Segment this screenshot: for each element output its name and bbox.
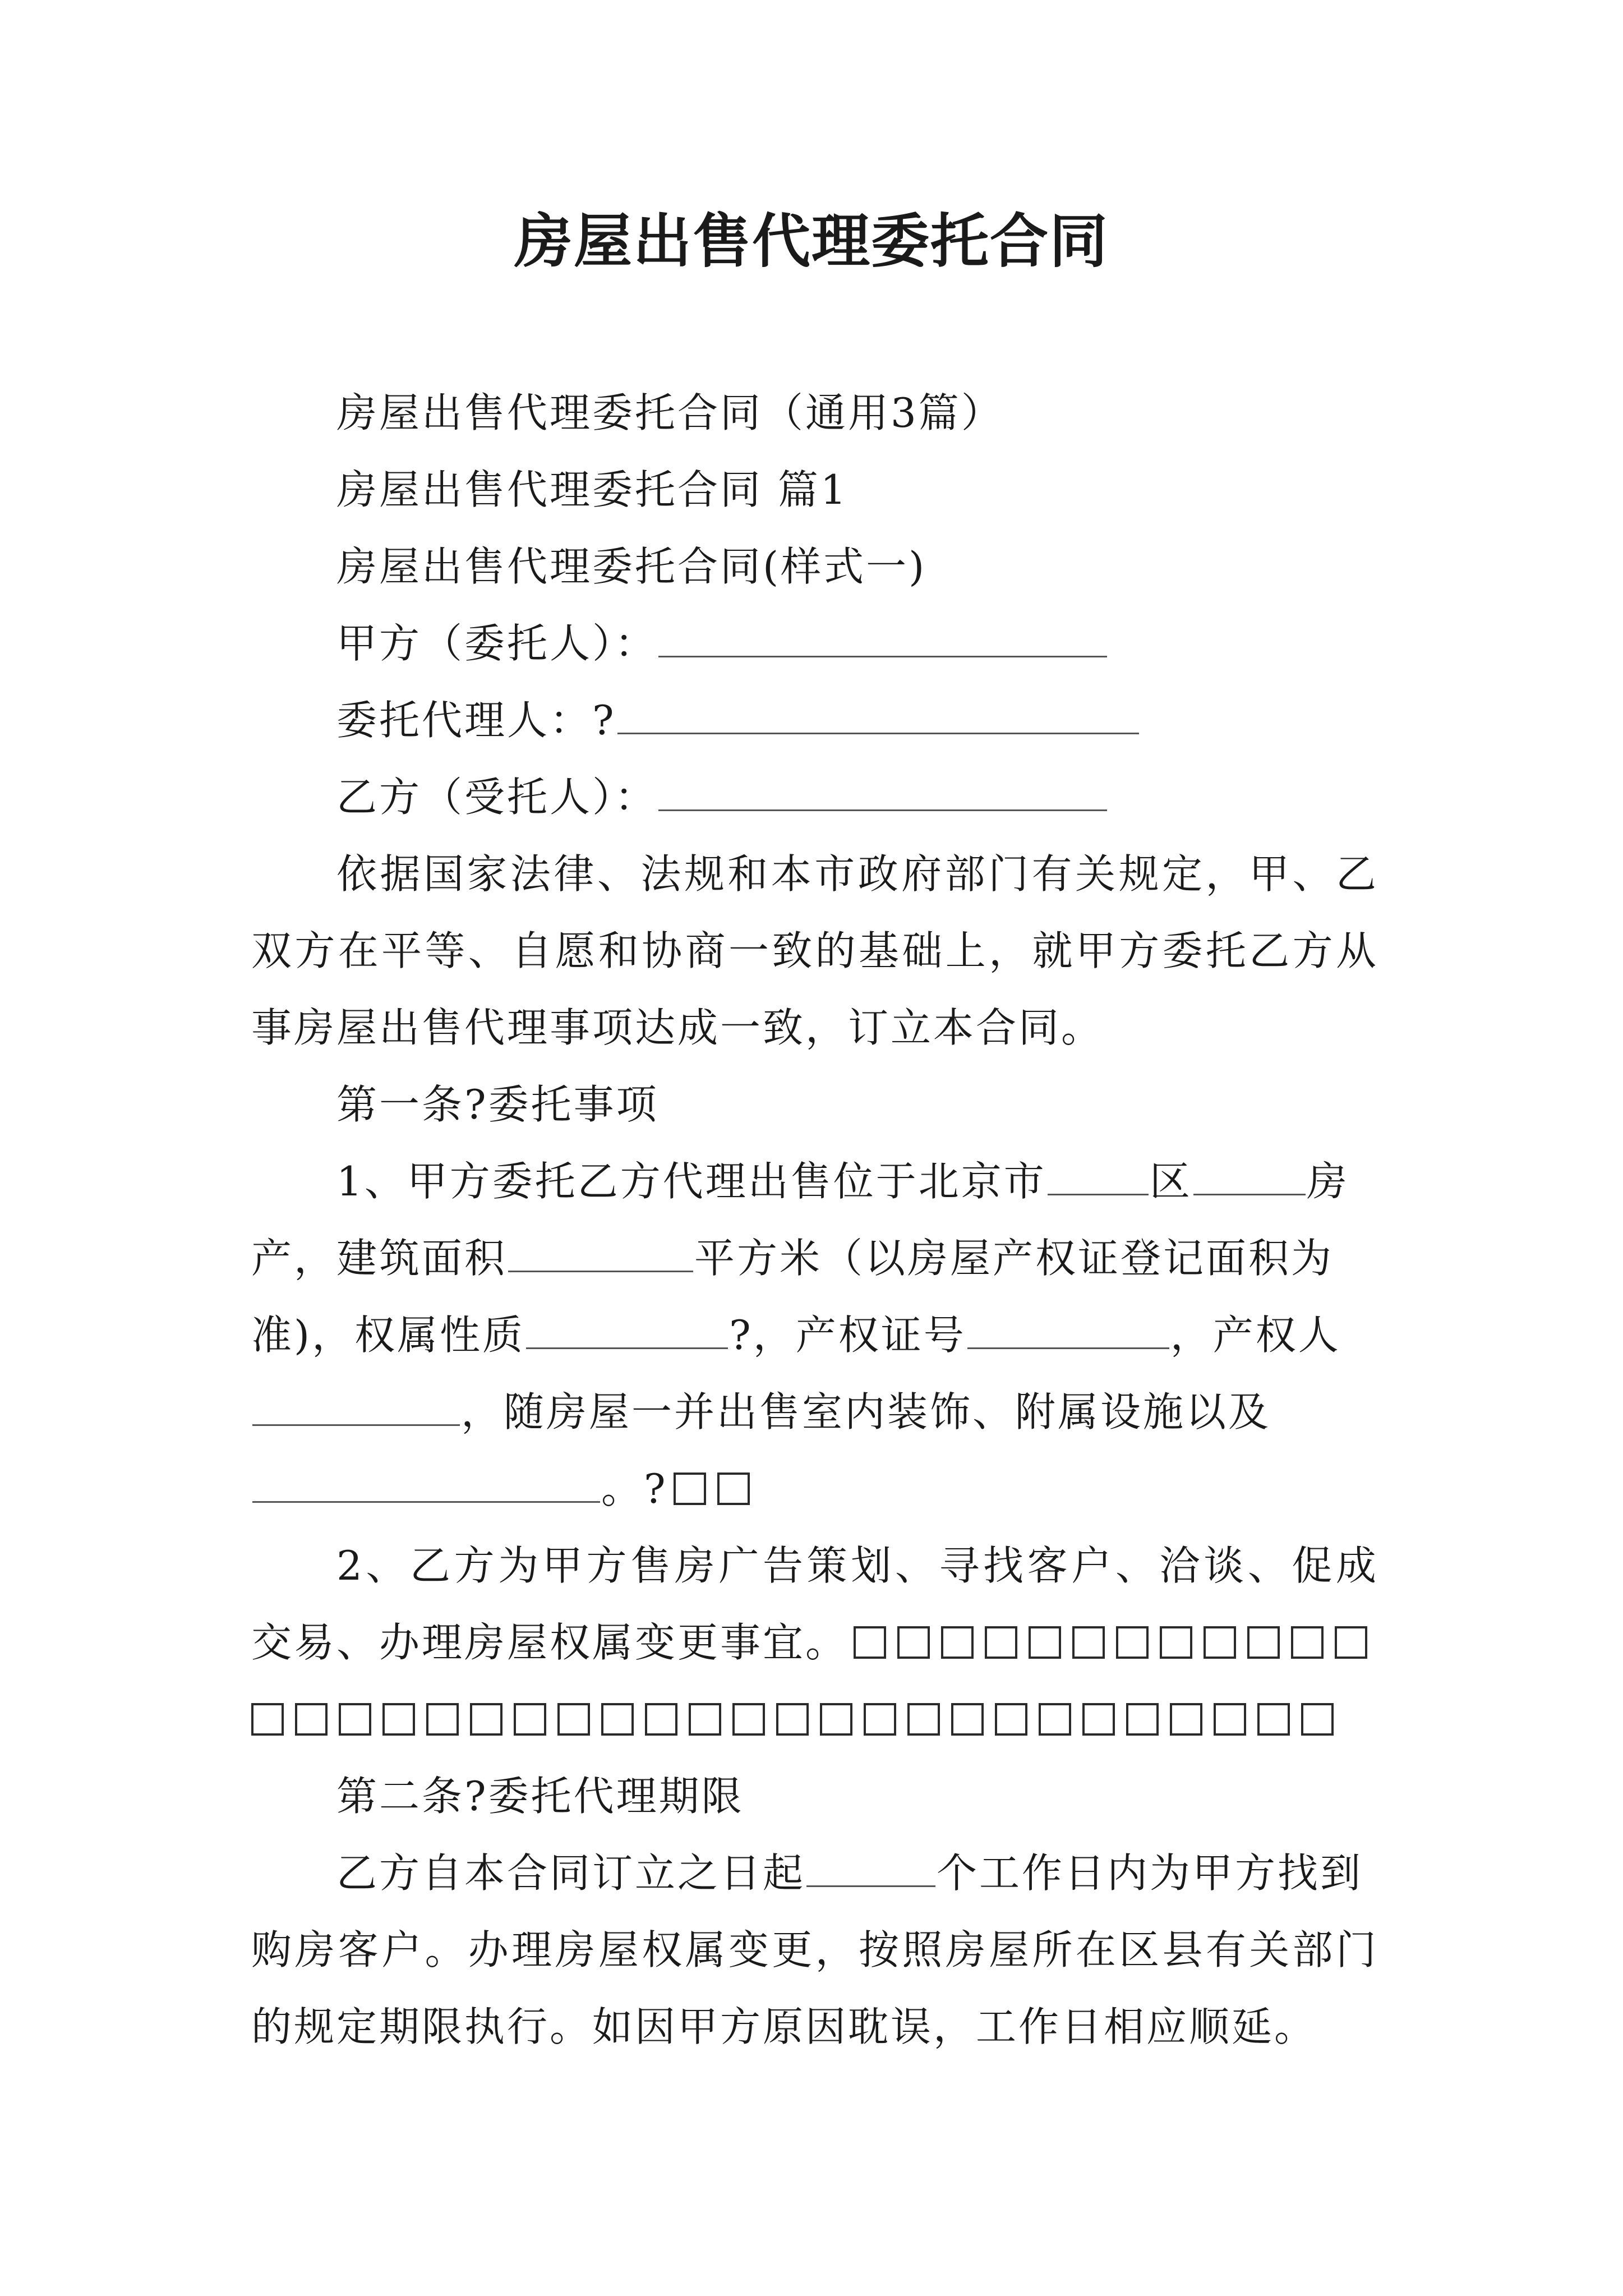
party-a-blank <box>658 619 1107 657</box>
item-1-line-4 <box>251 1374 1378 1451</box>
ownership-type-blank <box>526 1310 728 1349</box>
placeholder-box <box>251 1703 284 1736</box>
item-2-line-2 <box>251 1604 1378 1681</box>
term-text-a: 乙方自本合同订立之日起 <box>336 1849 806 1897</box>
heading-general: 房屋出售代理委托合同（通用3篇） <box>336 389 1004 436</box>
item-1-text-b: 区 <box>1149 1158 1192 1205</box>
party-b-blank <box>658 772 1107 811</box>
owner-blank <box>252 1387 460 1426</box>
item-1-text-c: 房 <box>1306 1158 1349 1205</box>
placeholder-box <box>1301 1703 1334 1736</box>
placeholder-box <box>732 1703 765 1736</box>
item-1-line-1 <box>251 1143 1378 1220</box>
article-2-heading: 第二条?委托代理期限 <box>336 1773 744 1820</box>
item-1-text-a: 1、甲方委托乙方代理出售位于北京市 <box>336 1158 1046 1205</box>
placeholder-box <box>1247 1626 1280 1659</box>
agent-line <box>251 682 1378 759</box>
item-1-text-d: 产，建筑面积 <box>251 1235 508 1282</box>
placeholder-box <box>985 1626 1017 1659</box>
placeholder-box <box>1072 1626 1105 1659</box>
item-1-line-5 <box>251 1451 1378 1527</box>
item-1-text-e: 平方米（以房屋产权证登记面积为 <box>694 1235 1334 1282</box>
placeholder-box <box>1126 1703 1159 1736</box>
item-1-text-h: ，产权人 <box>1170 1312 1341 1359</box>
agent-blank <box>617 696 1139 734</box>
placeholder-box <box>907 1703 940 1736</box>
placeholder-boxes-3 <box>251 1696 1339 1743</box>
document-body <box>251 375 1378 2065</box>
placeholder-box <box>1039 1703 1071 1736</box>
heading-part-1: 房屋出售代理委托合同 篇1 <box>336 466 849 513</box>
placeholder-box <box>1082 1703 1115 1736</box>
placeholder-box <box>470 1703 502 1736</box>
item-2-text-b: 交易、办理房屋权属变更事宜。 <box>251 1619 849 1666</box>
placeholder-box <box>1116 1626 1149 1659</box>
placeholder-box <box>557 1703 590 1736</box>
placeholder-box <box>1029 1626 1061 1659</box>
preamble-line-1: 依据国家法律、法规和本市政府部门有关规定，甲、乙 <box>336 850 1378 898</box>
party-a-line <box>251 605 1378 682</box>
placeholder-box <box>717 1473 750 1505</box>
preamble-line-2: 双方在平等、自愿和协商一致的基础上，就甲方委托乙方从 <box>251 927 1378 974</box>
preamble-line-3: 事房屋出售代理事项达成一致，订立本合同。 <box>251 1004 1104 1051</box>
item-1-text-g: ?，产权证号 <box>729 1312 966 1359</box>
article-1-heading: 第一条?委托事项 <box>336 1081 659 1128</box>
placeholder-box <box>689 1703 721 1736</box>
placeholder-box <box>339 1703 371 1736</box>
placeholder-box <box>1335 1626 1367 1659</box>
item-1-text-i: ，随房屋一并出售室内装饰、附属设施以及 <box>461 1388 1271 1435</box>
placeholder-box <box>864 1703 896 1736</box>
term-line-3: 的规定期限执行。如因甲方原因耽误，工作日相应顺延。 <box>251 2003 1317 2050</box>
placeholder-box <box>1214 1703 1246 1736</box>
placeholder-box <box>995 1703 1027 1736</box>
heading-style-1: 房屋出售代理委托合同(样式一) <box>336 543 927 590</box>
placeholder-boxes-1 <box>668 1465 755 1512</box>
item-1-text-j: 。? <box>601 1465 668 1512</box>
placeholder-box <box>295 1703 328 1736</box>
certificate-number-blank <box>967 1310 1169 1349</box>
placeholder-box <box>674 1473 706 1505</box>
area-blank <box>508 1234 693 1272</box>
term-line-1 <box>251 1835 1378 1912</box>
street-blank <box>1193 1157 1306 1195</box>
placeholder-box <box>951 1703 984 1736</box>
fixtures-blank <box>252 1464 600 1503</box>
placeholder-box <box>1170 1703 1202 1736</box>
term-text-b: 个工作日内为甲方找到 <box>937 1849 1363 1897</box>
placeholder-box <box>820 1703 852 1736</box>
placeholder-box-row <box>251 1681 1378 1758</box>
placeholder-box <box>645 1703 677 1736</box>
party-b-line <box>251 759 1378 836</box>
item-2-line-1: 2、乙方为甲方售房广告策划、寻找客户、洽谈、促成 <box>336 1542 1378 1589</box>
placeholder-box <box>897 1626 930 1659</box>
agent-label: 委托代理人：? <box>336 697 616 744</box>
item-1-line-3 <box>251 1297 1378 1374</box>
district-blank <box>1048 1157 1149 1195</box>
term-line-2: 购房客户。办理房屋权属变更，按照房屋所在区县有关部门 <box>251 1926 1378 1973</box>
item-1-text-f: 准)，权属性质 <box>251 1312 525 1359</box>
item-1-line-2 <box>251 1220 1378 1297</box>
placeholder-box <box>941 1626 974 1659</box>
document-title: 房屋出售代理委托合同 <box>514 206 1109 275</box>
working-days-blank <box>806 1848 935 1887</box>
placeholder-box <box>514 1703 546 1736</box>
placeholder-box <box>601 1703 634 1736</box>
placeholder-box <box>382 1703 415 1736</box>
placeholder-box <box>1160 1626 1192 1659</box>
placeholder-box <box>426 1703 459 1736</box>
party-a-label: 甲方（委托人）： <box>336 620 658 667</box>
placeholder-box <box>854 1626 886 1659</box>
placeholder-box <box>1204 1626 1236 1659</box>
party-b-label: 乙方（受托人）： <box>336 774 658 821</box>
placeholder-boxes-2 <box>848 1619 1373 1666</box>
placeholder-box <box>776 1703 809 1736</box>
placeholder-box <box>1291 1626 1324 1659</box>
placeholder-box <box>1257 1703 1290 1736</box>
